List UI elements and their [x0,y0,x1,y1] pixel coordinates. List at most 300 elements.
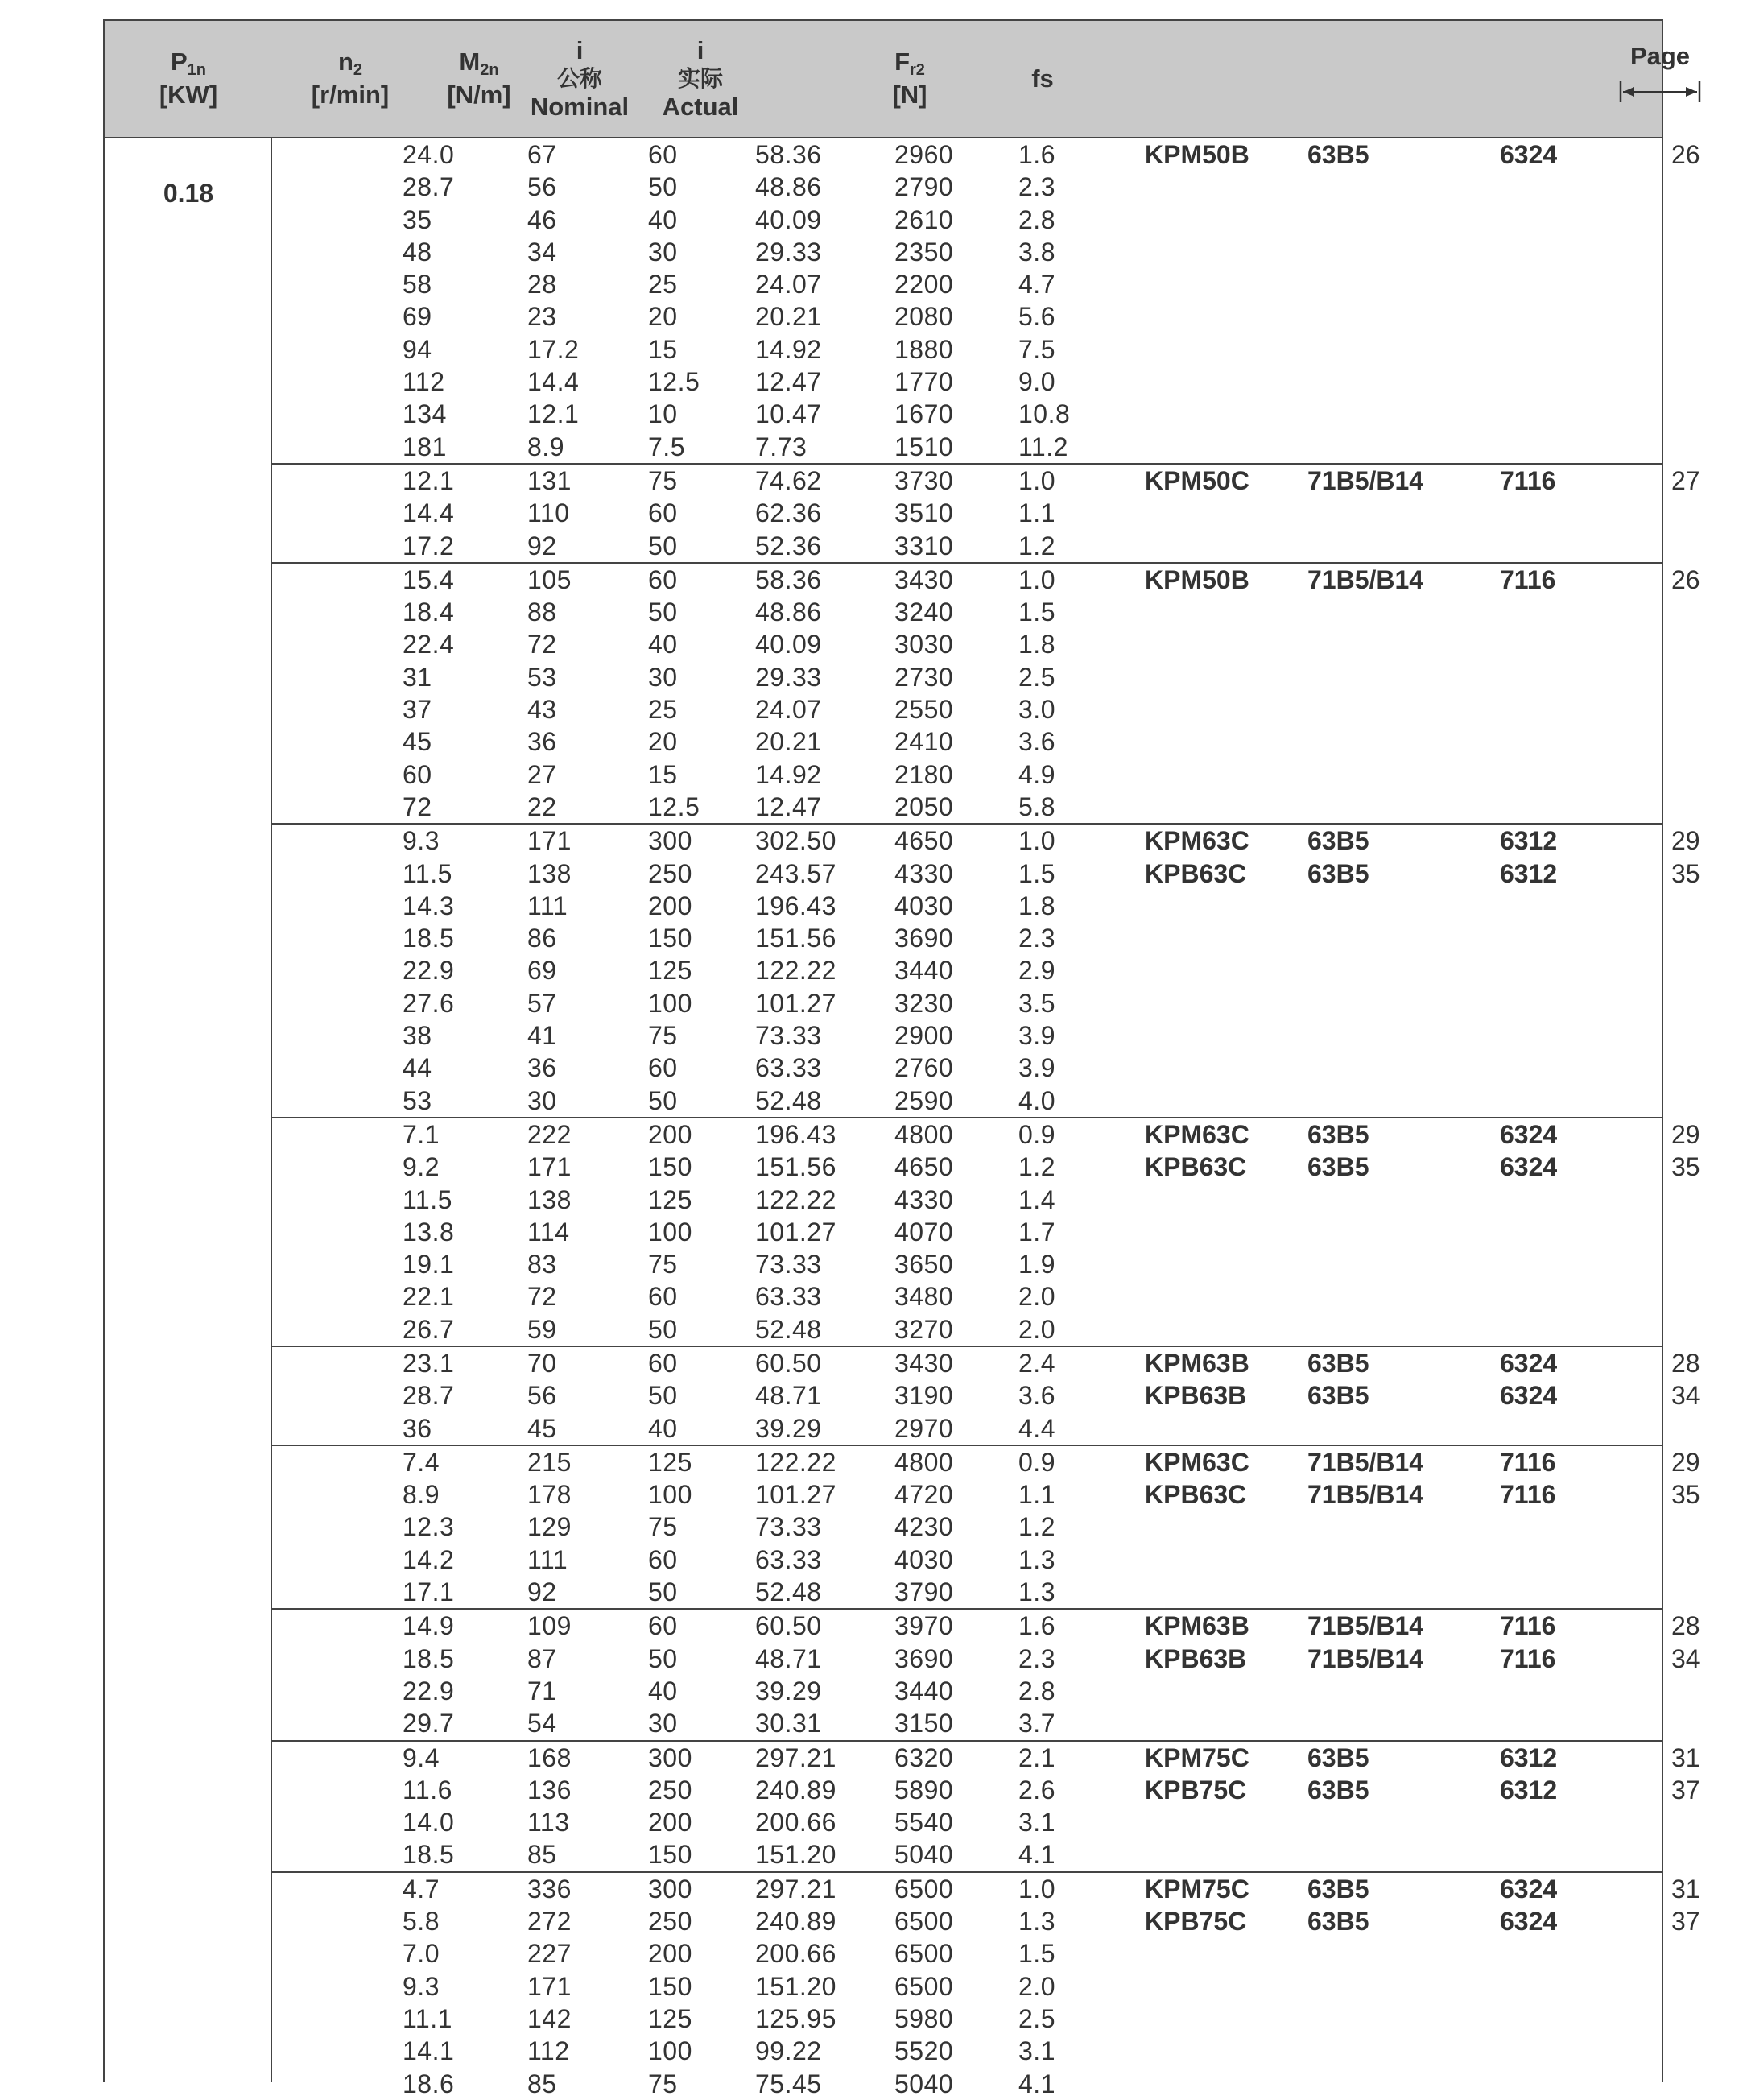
radial-load-cell: 3730 [894,465,954,495]
ratio-nominal-cell: 25 [648,695,678,725]
header-n2-unit: [r/min] [311,81,390,109]
ratio-nominal-cell: 40 [648,630,678,659]
header-i-actual [636,21,765,137]
output-speed-cell: 14.0 [403,1808,455,1838]
radial-load-cell: 4720 [894,1480,954,1510]
table-row [272,1184,1662,1216]
ratio-nominal-cell: 150 [648,1971,692,2001]
rating-group [272,564,1700,825]
ratio-actual-cell: 122.22 [755,1184,836,1214]
table-row [272,922,1662,954]
radial-load-cell: 6320 [894,1742,954,1772]
output-speed-cell: 14.9 [403,1611,455,1641]
radial-load-cell: 3440 [894,1676,954,1705]
table-row [272,497,1662,529]
output-speed-cell: 7.0 [403,1939,440,1969]
rating-group [272,1610,1700,1741]
table-row [272,693,1662,725]
page-ref: 34 [1671,1643,1700,1673]
service-factor-cell: 4.7 [1018,270,1055,300]
ratio-nominal-cell: 15 [648,334,678,364]
ratio-nominal-cell: 200 [648,891,692,920]
ratio-nominal-cell: 50 [648,531,678,560]
output-torque-cell: 59 [527,1314,557,1344]
model-name: KPB63C [1145,1152,1247,1182]
output-torque-cell: 28 [527,270,557,300]
service-factor-cell: 1.0 [1018,1874,1055,1904]
table-row [272,1511,1662,1543]
table-row [272,890,1662,922]
service-factor-cell: 1.4 [1018,1184,1055,1214]
ratio-nominal-cell: 40 [648,1413,678,1443]
table-row [272,596,1662,628]
flange-code: 71B5/B14 [1307,1480,1424,1510]
header-i-nominal [511,21,648,137]
output-torque-cell: 30 [527,1085,557,1115]
output-speed-cell: 35 [403,205,432,234]
output-torque-cell: 53 [527,662,557,692]
output-speed-cell: 72 [403,792,432,821]
output-speed-cell: 28.7 [403,1381,455,1411]
motor-code: 7116 [1500,1480,1556,1510]
table-row [272,954,1662,986]
motor-code: 7116 [1500,564,1556,594]
output-speed-cell: 28.7 [403,172,455,202]
service-factor-cell: 1.0 [1018,564,1055,594]
service-factor-cell: 2.5 [1018,662,1055,692]
output-speed-cell: 23.1 [403,1348,455,1378]
flange-code: 63B5 [1307,1742,1369,1772]
output-torque-cell: 45 [527,1413,557,1443]
output-speed-cell: 69 [403,302,432,332]
output-torque-cell: 222 [527,1119,572,1149]
ratio-nominal-cell: 60 [648,1544,678,1574]
ratio-actual-cell: 29.33 [755,237,822,267]
output-torque-cell: 168 [527,1742,572,1772]
ratio-actual-cell: 48.86 [755,597,822,627]
ratio-nominal-cell: 60 [648,564,678,594]
output-torque-cell: 86 [527,924,557,953]
output-speed-cell: 29.7 [403,1709,455,1738]
table-row [272,204,1662,236]
radial-load-cell: 5040 [894,2069,954,2098]
radial-load-cell: 3650 [894,1250,954,1279]
table-header [105,19,1691,138]
motor-code: 6312 [1500,1775,1558,1804]
table-row [272,300,1662,333]
service-factor-cell: 1.0 [1018,826,1055,856]
output-speed-cell: 14.4 [403,498,455,528]
service-factor-cell: 1.6 [1018,1611,1055,1641]
model-name: KPB75C [1145,1907,1247,1937]
table-row [272,791,1662,823]
ratio-nominal-cell: 50 [648,597,678,627]
radial-load-cell: 3440 [894,956,954,986]
table-row [272,236,1662,268]
model-name: KPB75C [1145,1775,1247,1804]
page-ref: 31 [1671,1874,1700,1904]
service-factor-cell: 2.3 [1018,172,1055,202]
output-speed-cell: 18.5 [403,1643,455,1673]
ratio-nominal-cell: 30 [648,237,678,267]
table-row [272,1937,1662,1970]
service-factor-cell: 1.9 [1018,1250,1055,1279]
ratio-nominal-cell: 40 [648,1676,678,1705]
service-factor-cell: 9.0 [1018,367,1055,397]
output-speed-cell: 12.3 [403,1512,455,1542]
table-row [272,1905,1700,1937]
motor-code: 6324 [1500,1119,1558,1149]
ratio-nominal-cell: 125 [648,956,692,986]
output-torque-cell: 56 [527,1381,557,1411]
table-row [272,171,1662,203]
motor-code: 6312 [1500,826,1558,856]
radial-load-cell: 6500 [894,1971,954,2001]
service-factor-cell: 11.2 [1018,432,1068,461]
table-row [272,1280,1662,1312]
ratio-nominal-cell: 125 [648,1184,692,1214]
power-value: 0.18 [163,179,214,208]
ratio-nominal-cell: 10 [648,399,678,429]
model-name: KPM75C [1145,1742,1249,1772]
model-name: KPM63C [1145,826,1249,856]
ratio-actual-cell: 60.50 [755,1611,822,1641]
radial-load-cell: 4650 [894,826,954,856]
radial-load-cell: 2760 [894,1053,954,1083]
ratio-nominal-cell: 200 [648,1808,692,1838]
service-factor-cell: 1.2 [1018,1152,1055,1182]
service-factor-cell: 5.6 [1018,302,1055,332]
ratio-nominal-cell: 50 [648,172,678,202]
ratio-nominal-cell: 60 [648,140,678,169]
flange-code: 71B5/B14 [1307,564,1424,594]
radial-load-cell: 2590 [894,1085,954,1115]
service-factor-cell: 3.9 [1018,1053,1055,1083]
flange-code: 63B5 [1307,140,1369,169]
output-speed-cell: 11.6 [403,1775,452,1804]
output-speed-cell: 94 [403,334,432,364]
ratio-nominal-cell: 75 [648,1021,678,1051]
header-i-actual-cn: 实际 [677,65,723,93]
ratio-actual-cell: 302.50 [755,826,836,856]
output-torque-cell: 171 [527,1971,572,2001]
header-i-actual-symbol: i [696,35,704,64]
service-factor-cell: 1.6 [1018,140,1055,169]
output-speed-cell: 22.9 [403,1676,455,1705]
radial-load-cell: 3790 [894,1577,954,1607]
table-row [272,858,1700,890]
service-factor-cell: 2.5 [1018,2003,1055,2033]
motor-code: 6324 [1500,140,1558,169]
page-ref: 35 [1671,1152,1700,1182]
service-factor-cell: 2.1 [1018,1742,1055,1772]
radial-load-cell: 4070 [894,1217,954,1246]
service-factor-cell: 1.0 [1018,465,1055,495]
motor-code: 6312 [1500,1742,1558,1772]
ratio-actual-cell: 151.20 [755,1840,836,1870]
ratio-actual-cell: 151.56 [755,924,836,953]
table-row [272,1544,1662,1576]
radial-load-cell: 2350 [894,237,954,267]
service-factor-cell: 1.8 [1018,630,1055,659]
rating-group [272,1118,1700,1347]
output-torque-cell: 215 [527,1447,572,1477]
page-ref: 35 [1671,1480,1700,1510]
table-row [272,1707,1662,1739]
output-speed-cell: 48 [403,237,432,267]
radial-load-cell: 2610 [894,205,954,234]
table-row [272,1379,1700,1412]
table-row [272,1019,1662,1052]
ratio-nominal-cell: 300 [648,1874,692,1904]
model-name: KPM63B [1145,1611,1249,1641]
header-fr2-sub: r2 [910,61,925,80]
rating-group [272,1446,1700,1610]
output-torque-cell: 67 [527,140,557,169]
flange-code: 63B5 [1307,1775,1369,1804]
radial-load-cell: 5040 [894,1840,954,1870]
motor-code: 7116 [1500,465,1556,495]
output-torque-cell: 92 [527,1577,557,1607]
output-torque-cell: 336 [527,1874,572,1904]
ratio-nominal-cell: 100 [648,988,692,1018]
flange-code: 63B5 [1307,1119,1369,1149]
ratio-actual-cell: 122.22 [755,956,836,986]
output-speed-cell: 11.1 [403,2003,452,2033]
ratio-actual-cell: 200.66 [755,1939,836,1969]
ratio-nominal-cell: 60 [648,498,678,528]
output-torque-cell: 14.4 [527,367,580,397]
output-speed-cell: 45 [403,727,432,757]
flange-code: 71B5/B14 [1307,465,1424,495]
ratio-actual-cell: 39.29 [755,1413,822,1443]
radial-load-cell: 1510 [894,432,954,461]
header-m2n-unit: [N/m] [447,81,511,109]
motor-code: 6324 [1500,1348,1558,1378]
ratio-nominal-cell: 75 [648,1512,678,1542]
radial-load-cell: 5540 [894,1808,954,1838]
model-name: KPM63C [1145,1119,1249,1149]
ratio-actual-cell: 52.48 [755,1314,822,1344]
rating-group [272,825,1700,1118]
header-n2 [282,21,419,137]
output-torque-cell: 72 [527,1282,557,1312]
double-arrow-icon [1618,78,1702,105]
table-row [272,1838,1662,1871]
ratio-actual-cell: 125.95 [755,2003,836,2033]
service-factor-cell: 4.0 [1018,1085,1055,1115]
ratio-actual-cell: 73.33 [755,1512,822,1542]
service-factor-cell: 1.1 [1018,498,1055,528]
output-torque-cell: 178 [527,1480,572,1510]
ratio-actual-cell: 7.73 [755,432,807,461]
header-fs [998,21,1087,137]
motor-code: 7116 [1500,1643,1556,1673]
radial-load-cell: 4800 [894,1447,954,1477]
ratio-actual-cell: 20.21 [755,302,822,332]
output-speed-cell: 27.6 [403,988,455,1018]
output-torque-cell: 111 [527,891,568,920]
ratio-nominal-cell: 30 [648,1709,678,1738]
page-ref: 26 [1671,564,1700,594]
ratio-nominal-cell: 50 [648,1085,678,1115]
flange-code: 63B5 [1307,1874,1369,1904]
table-row [272,1151,1700,1183]
output-speed-cell: 9.3 [403,1971,440,2001]
service-factor-cell: 7.5 [1018,334,1055,364]
table-row [272,1742,1700,1774]
ratio-actual-cell: 240.89 [755,1775,836,1804]
radial-load-cell: 3190 [894,1381,954,1411]
output-speed-cell: 17.2 [403,531,455,560]
table-row [272,2068,1662,2100]
rating-group [272,138,1700,465]
service-factor-cell: 3.7 [1018,1709,1055,1738]
table-row [272,987,1662,1019]
service-factor-cell: 5.8 [1018,792,1055,821]
ratio-nominal-cell: 100 [648,1217,692,1246]
service-factor-cell: 4.1 [1018,2069,1055,2098]
output-speed-cell: 53 [403,1085,432,1115]
output-torque-cell: 227 [527,1939,572,1969]
table-row [272,431,1662,463]
table-row [272,530,1662,562]
output-speed-cell: 8.9 [403,1480,440,1510]
flange-code: 63B5 [1307,1907,1369,1937]
output-speed-cell: 12.1 [403,465,455,495]
model-name: KPB63B [1145,1643,1247,1673]
ratio-nominal-cell: 150 [648,1152,692,1182]
ratio-actual-cell: 58.36 [755,140,822,169]
ratio-actual-cell: 29.33 [755,662,822,692]
radial-load-cell: 3430 [894,1348,954,1378]
output-speed-cell: 9.4 [403,1742,440,1772]
ratio-nominal-cell: 200 [648,1939,692,1969]
output-speed-cell: 18.5 [403,1840,455,1870]
service-factor-cell: 0.9 [1018,1119,1055,1149]
model-name: KPM50B [1145,140,1249,169]
radial-load-cell: 3430 [894,564,954,594]
radial-load-cell: 3480 [894,1282,954,1312]
page-ref: 37 [1671,1775,1700,1804]
header-i-nominal-en: Nominal [530,92,630,121]
radial-load-cell: 3690 [894,924,954,953]
output-speed-cell: 22.1 [403,1282,455,1312]
rating-group [272,1347,1700,1446]
service-factor-cell: 1.7 [1018,1217,1055,1246]
table-row [272,2035,1662,2067]
output-torque-cell: 54 [527,1709,557,1738]
service-factor-cell: 3.1 [1018,1808,1055,1838]
model-name: KPM63B [1145,1348,1249,1378]
service-factor-cell: 4.1 [1018,1840,1055,1870]
ratio-nominal-cell: 60 [648,1611,678,1641]
ratio-nominal-cell: 75 [648,1250,678,1279]
service-factor-cell: 3.6 [1018,1381,1055,1411]
output-torque-cell: 41 [527,1021,557,1051]
output-torque-cell: 34 [527,237,557,267]
table-row [272,759,1662,791]
ratio-actual-cell: 39.29 [755,1676,822,1705]
ratio-actual-cell: 48.71 [755,1381,822,1411]
output-torque-cell: 92 [527,531,557,560]
output-torque-cell: 142 [527,2003,572,2033]
rating-group [272,1873,1700,2100]
radial-load-cell: 4030 [894,891,954,920]
ratio-nominal-cell: 150 [648,1840,692,1870]
radial-load-cell: 3030 [894,630,954,659]
radial-load-cell: 2410 [894,727,954,757]
ratio-actual-cell: 52.48 [755,1085,822,1115]
motor-code: 6312 [1500,858,1558,888]
radial-load-cell: 2550 [894,695,954,725]
table-row [272,1446,1700,1478]
ratio-nominal-cell: 75 [648,465,678,495]
ratio-actual-cell: 196.43 [755,1119,836,1149]
service-factor-cell: 4.9 [1018,759,1055,789]
service-factor-cell: 2.8 [1018,1676,1055,1705]
header-i-nominal-cn: 公称 [556,65,602,93]
table-row [272,1052,1662,1084]
output-speed-cell: 18.4 [403,597,455,627]
output-speed-cell: 14.3 [403,891,455,920]
table-row [272,1576,1662,1608]
ratio-actual-cell: 20.21 [755,727,822,757]
radial-load-cell: 1880 [894,334,954,364]
ratio-nominal-cell: 250 [648,1775,692,1804]
radial-load-cell: 2970 [894,1413,954,1443]
radial-load-cell: 5980 [894,2003,954,2033]
page-ref: 29 [1671,1447,1700,1477]
output-torque-cell: 136 [527,1775,572,1804]
service-factor-cell: 3.9 [1018,1021,1055,1051]
ratio-actual-cell: 60.50 [755,1348,822,1378]
model-name: KPB63B [1145,1381,1247,1411]
table-row [272,1347,1700,1379]
flange-code: 63B5 [1307,826,1369,856]
power-column [105,138,272,2082]
page-ref: 35 [1671,858,1700,888]
output-speed-cell: 38 [403,1021,432,1051]
table-row [272,1675,1662,1707]
output-torque-cell: 27 [527,759,557,789]
page-ref: 28 [1671,1348,1700,1378]
ratio-nominal-cell: 12.5 [648,792,700,821]
header-fr2-unit: [N] [892,81,927,109]
output-torque-cell: 8.9 [527,432,564,461]
radial-load-cell: 6500 [894,1907,954,1937]
table-row [272,333,1662,366]
radial-load-cell: 3510 [894,498,954,528]
model-name: KPM50B [1145,564,1249,594]
ratio-nominal-cell: 20 [648,302,678,332]
radial-load-cell: 3970 [894,1611,954,1641]
ratio-nominal-cell: 250 [648,858,692,888]
ratio-actual-cell: 74.62 [755,465,822,495]
ratio-nominal-cell: 60 [648,1053,678,1083]
service-factor-cell: 1.2 [1018,531,1055,560]
table-row [272,628,1662,660]
flange-code: 71B5/B14 [1307,1447,1424,1477]
ratio-nominal-cell: 60 [648,1282,678,1312]
service-factor-cell: 2.4 [1018,1348,1055,1378]
page-ref: 26 [1671,140,1700,169]
output-torque-cell: 43 [527,695,557,725]
ratio-nominal-cell: 50 [648,1314,678,1344]
ratio-actual-cell: 101.27 [755,988,836,1018]
output-torque-cell: 114 [527,1217,570,1246]
output-speed-cell: 37 [403,695,432,725]
